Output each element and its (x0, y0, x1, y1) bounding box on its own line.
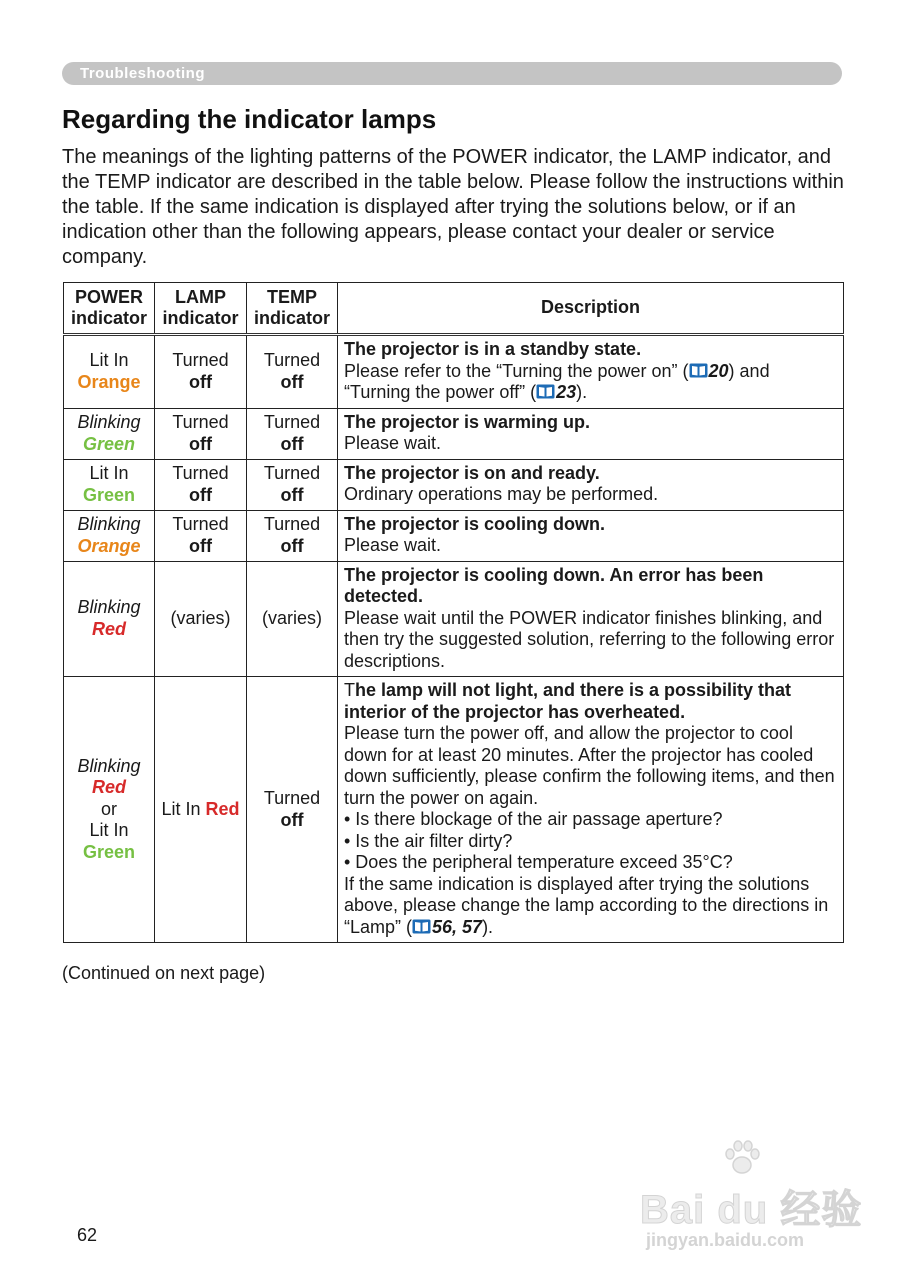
bullet-item: • Is the air filter dirty? (344, 830, 513, 851)
power-color: Red (91, 618, 126, 639)
header-power-line2: indicator (70, 308, 147, 328)
lamp-state: Turned (172, 463, 229, 483)
description-cell (338, 408, 844, 459)
baidu-watermark (640, 1140, 880, 1260)
description-title: The projector is in a standby state. (344, 339, 642, 359)
description-title (344, 680, 839, 723)
closing-text-part: ). (482, 916, 494, 937)
description-title: The projector is on and ready. (344, 462, 600, 483)
temp-state: Turned (263, 350, 321, 371)
temp-state-value: off (280, 535, 304, 556)
intro-paragraph: The meanings of the lighting patterns of the POWER indicator, the LAMP indicator, and the TEMP indicator are described in the table below. Please follow the instructions within the table. If the same indication is displayed after trying the solutions below, or if an indication other than the following appears, please contact your dealer or service company. (62, 146, 844, 268)
table-row (64, 408, 844, 459)
description-cell (338, 459, 844, 510)
temp-cell: (varies) (247, 561, 338, 677)
temp-state: Turned (263, 788, 321, 808)
lamp-state: Lit In (161, 798, 201, 819)
lamp-state: Turned (172, 514, 229, 534)
description-title: The projector is cooling down. (344, 513, 606, 534)
page-title: Regarding the indicator lamps (62, 104, 437, 134)
lamp-cell: (varies) (155, 561, 247, 677)
header-temp (247, 283, 338, 335)
power-color: Orange (77, 535, 141, 556)
power-state: Blinking (77, 514, 141, 534)
description-text: Ordinary operations may be performed. (344, 484, 659, 504)
description-text: Please turn the power off, and allow the projector to cool down for at least 20 minutes. After the projector has cooled down sufficiently, please confirm the following items, and then turn the power on again. (344, 723, 835, 808)
description-text: Please wait. (344, 433, 442, 453)
table-row (64, 677, 844, 943)
temp-cell (247, 408, 338, 459)
lamp-color: Red (205, 798, 240, 819)
lamp-cell (155, 459, 247, 510)
power-cell (64, 408, 155, 459)
header-lamp-line1: LAMP (175, 286, 226, 307)
section-label: Troubleshooting (80, 65, 205, 82)
lamp-state: Turned (172, 412, 229, 432)
power-state-alt: Lit In (89, 820, 129, 841)
table-row (64, 510, 844, 561)
lamp-cell (155, 677, 247, 943)
bullet-item: • Does the peripheral temperature exceed 35°C? (344, 852, 733, 872)
description-cell (338, 335, 844, 409)
lamp-state-value: off (189, 484, 212, 505)
desc-text-part: ) and “Turning the power off” ( (344, 360, 770, 402)
lamp-state-value: off (189, 535, 212, 556)
description-text: Please wait until the POWER indicator finishes blinking, and then try the suggested solution, referring to the following error descriptions. (344, 607, 835, 671)
header-lamp-line2: indicator (162, 308, 239, 328)
lamp-state-value: off (189, 371, 212, 392)
book-reference-icon (412, 919, 431, 934)
desc-text-part: Please refer to the “Turning the power on” ( (344, 360, 689, 381)
watermark-logo: Bai du 经验 (640, 1188, 863, 1232)
continued-note: (Continued on next page) (62, 963, 266, 983)
description-title: The projector is warming up. (344, 411, 591, 432)
temp-cell (247, 677, 338, 943)
description-cell (338, 510, 844, 561)
power-cell (64, 335, 155, 409)
lamp-cell (155, 335, 247, 409)
table-row (64, 335, 844, 409)
temp-state-value: off (280, 371, 304, 392)
description-title: The projector is cooling down. An error has been detected. (344, 564, 764, 606)
power-color: Orange (77, 371, 141, 392)
power-color-alt: Green (82, 841, 136, 862)
lamp-state-value: off (189, 433, 212, 454)
page-reference[interactable]: 23 (556, 382, 577, 402)
temp-state-value: off (280, 433, 304, 454)
table-row (64, 459, 844, 510)
page-reference[interactable]: 20 (708, 360, 729, 381)
power-state: Lit In (89, 350, 129, 371)
power-state: Blinking (77, 412, 141, 432)
power-cell (64, 510, 155, 561)
closing-text-part: If the same indication is displayed after trying the solutions above, please change the lamp according to the directions in “Lamp” ( (344, 873, 829, 937)
section-header-bar (62, 62, 842, 85)
power-color: Green (82, 433, 136, 454)
page-reference[interactable]: 56, 57 (432, 916, 483, 937)
temp-cell (247, 335, 338, 409)
bullet-item: • Is there blockage of the air passage aperture? (344, 809, 723, 829)
power-state: Lit In (89, 463, 129, 483)
page-number: 62 (77, 1225, 98, 1245)
temp-state: Turned (263, 463, 321, 483)
power-state: Blinking (77, 755, 141, 776)
description-text: Please wait. (344, 535, 442, 555)
header-description: Description (338, 283, 844, 335)
power-cell (64, 561, 155, 677)
header-power (64, 283, 155, 335)
header-lamp (155, 283, 247, 335)
book-reference-icon (689, 363, 708, 378)
lamp-state: Turned (172, 350, 229, 371)
temp-state: Turned (263, 412, 321, 432)
indicator-table (63, 282, 844, 943)
table-row (64, 561, 844, 677)
desc-title-first: T (344, 680, 355, 700)
temp-state-value: off (280, 484, 304, 505)
lamp-cell (155, 408, 247, 459)
power-state: Blinking (77, 597, 141, 618)
temp-state: Turned (263, 514, 321, 534)
closing-text (344, 874, 839, 939)
header-temp-line1: TEMP (266, 286, 317, 307)
description-text (344, 361, 770, 403)
desc-title-rest: he lamp will not light, and there is a possibility that interior of the projector has overheated. (344, 680, 792, 722)
power-color: Red (91, 777, 126, 798)
power-or: or (100, 798, 117, 819)
header-power-line1: POWER (74, 286, 143, 307)
desc-text-part: ). (576, 382, 588, 402)
table-header-row (64, 283, 844, 335)
watermark-url: jingyan.baidu.com (646, 1230, 805, 1250)
book-reference-icon (536, 384, 555, 399)
power-cell (64, 677, 155, 943)
temp-cell (247, 459, 338, 510)
power-color: Green (82, 484, 136, 505)
description-cell (338, 561, 844, 677)
paw-icon (722, 1140, 762, 1176)
lamp-cell (155, 510, 247, 561)
temp-state-value: off (280, 809, 304, 830)
description-cell (338, 677, 844, 943)
power-cell (64, 459, 155, 510)
temp-cell (247, 510, 338, 561)
header-temp-line2: indicator (253, 308, 330, 328)
